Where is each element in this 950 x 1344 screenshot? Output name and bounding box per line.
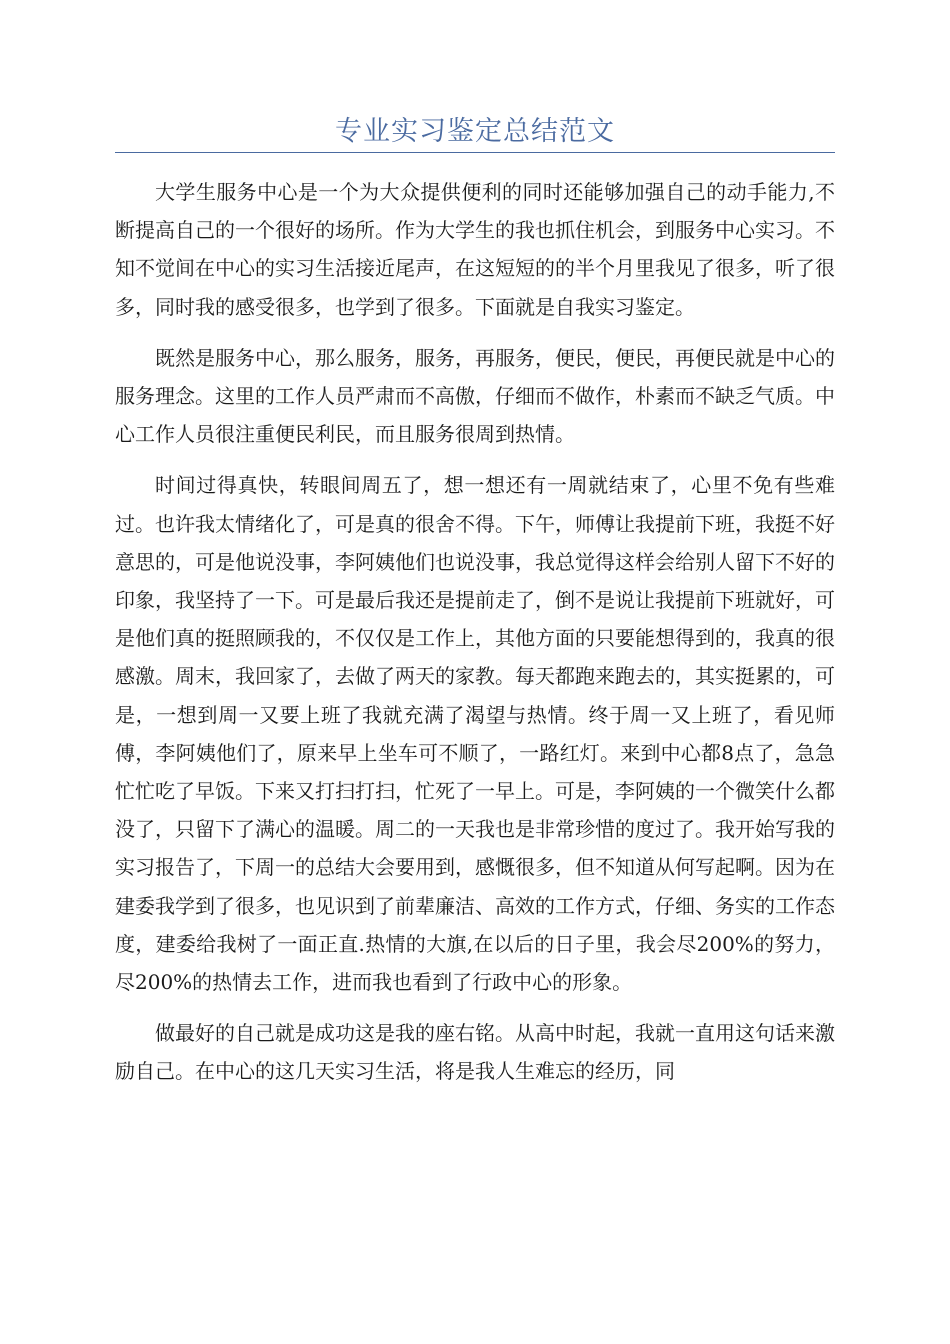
document-page [115, 112, 835, 1104]
title-underline [115, 152, 835, 153]
paragraph-3: 时间过得真快，转眼间周五了，想一想还有一周就结束了，心里不免有些难过。也许我太情绪化了，可是真的很舍不得。下午，师傅让我提前下班，我挺不好意思的，可是他说没事，李阿姨他们也说没事，我总觉得这样会给别人留下不好的印象，我坚持了一下。可是最后我还是提前走了，倒不是说让我提前下班就好，可是他们真的挺照顾我的，不仅仅是工作上，其他方面的只要能想得到的，我真的很感激。周末，我回家了，去做了两天的家教。每天都跑来跑去的，其实挺累的，可是，一想到周一又要上班了我就充满了渴望与热情。终于周一又上班了，看见师傅，李阿姨他们了，原来早上坐车可不顺了，一路红灯。来到中心都8点了，急急忙忙吃了早饭。下来又打扫打扫，忙死了一早上。可是，李阿姨的一个微笑什么都没了，只留下了满心的温暖。周二的一天我也是非常珍惜的度过了。我开始写我的实习报告了，下周一的总结大会要用到，感慨很多，但不知道从何写起啊。因为在建委我学到了很多，也见识到了前辈廉洁、高效的工作方式，仔细、务实的工作态度，建委给我树了一面正直.热情的大旗,在以后的日子里，我会尽200%的努力，尽200%的热情去工作，进而我也看到了行政中心的形象。 [115, 473, 835, 995]
document-title: 专业实习鉴定总结范文 [335, 116, 615, 147]
paragraph-1: 大学生服务中心是一个为大众提供便利的同时还能够加强自己的动手能力,不断提高自己的一个很好的场所。作为大学生的我也抓住机会，到服务中心实习。不知不觉间在中心的实习生活接近尾声，在这短短的的半个月里我见了很多，听了很多，同时我的感受很多，也学到了很多。下面就是自我实习鉴定。 [115, 180, 835, 319]
paragraph-4: 做最好的自己就是成功这是我的座右铭。从高中时起，我就一直用这句话来激励自己。在中心的这几天实习生活，将是我人生难忘的经历，同 [115, 1021, 835, 1084]
paragraph-2: 既然是服务中心，那么服务，服务，再服务，便民，便民，再便民就是中心的服务理念。这里的工作人员严肃而不高傲，仔细而不做作，朴素而不缺乏气质。中心工作人员很注重便民利民，而且服务很周到热情。 [115, 345, 835, 447]
